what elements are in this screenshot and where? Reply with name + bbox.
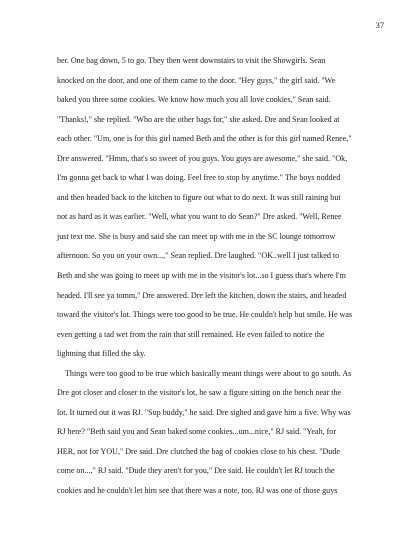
text-line: lot. It turned out it was RJ. "Sup buddy," he said. Dre sighed and gave him a five. Why was xyxy=(57,407,351,417)
text-line: Dre got closer and closer to the visitor's lot, he saw a figure sitting on the bench near the xyxy=(57,388,342,398)
text-line: her. One bag down, 5 to go. They then went downstairs to visit the Showgirls. Sean xyxy=(57,56,326,65)
page-number: 37 xyxy=(375,21,384,30)
text-line: headed. I'll see ya tomm," Dre answered. Dre left the kitchen, down the stairs, and headed xyxy=(57,290,347,300)
text-line: baked you three some cookies. We know how much you all love cookies," Sean said. xyxy=(57,95,331,105)
text-line: I'm gonna get back to what I was doing. Feel free to stop by anytime." The boys nodded xyxy=(57,173,341,183)
text-line: Beth and she was going to meet up with me in the visitor's lot...so I guess that's where I'm xyxy=(57,271,346,281)
text-line: each other. "Um, one is for this girl named Beth and the other is for this girl named Renee," xyxy=(57,134,352,144)
text-line: HER, not for YOU," Dre said. Dre clutched the bag of cookies close to his chest. "Dude xyxy=(57,446,340,456)
text-line: "Thanks!," she replied. "Who are the other bags for," she asked. Dre and Sean looked at xyxy=(57,114,340,124)
text-line: and then headed back to the kitchen to figure out what to do next. It was still raining but xyxy=(57,192,341,202)
text-line: not as hard as it was earlier. "Well, what you want to do Sean?" Dre asked. "Well, Renee xyxy=(57,212,342,222)
text-line: just text me. She is busy and said she can meet up with me in the SC lounge tomorrow xyxy=(57,231,336,241)
text-line: come on...," RJ said. "Dude they aren't for you," Dre said. He couldn't let RJ touch the xyxy=(57,466,335,476)
text-line: toward the visitor's lot. Things were too good to be true. He couldn't help but smile. He was xyxy=(57,310,353,320)
text-line: afternoon. So you on your own...," Sean replied. Dre laughed. "OK..well I just talked to xyxy=(57,251,340,261)
text-line: Dre answered. "Hmm, that's so sweet of you guys. You guys are awesome," she said. "Ok, xyxy=(57,153,348,163)
body-text xyxy=(57,56,377,506)
text-line: lightning that filled the sky. xyxy=(57,349,146,359)
text-line: RJ here? "Beth said you and Sean baked some cookies...um...nice," RJ said. "Yeah, for xyxy=(57,427,337,437)
paragraph-first-line: Things were too good to be true which basically meant things were about to go south. As xyxy=(65,368,352,378)
text-line: cookies and he couldn't let him see that there was a note, too. RJ was one of those guys xyxy=(57,486,338,496)
text-line: even getting a tad wet from the rain that still remained. He even failed to notice the xyxy=(57,329,325,339)
text-line: knocked on the door, and one of them came to the door. "Hey guys," the girl said. "We xyxy=(57,75,336,85)
